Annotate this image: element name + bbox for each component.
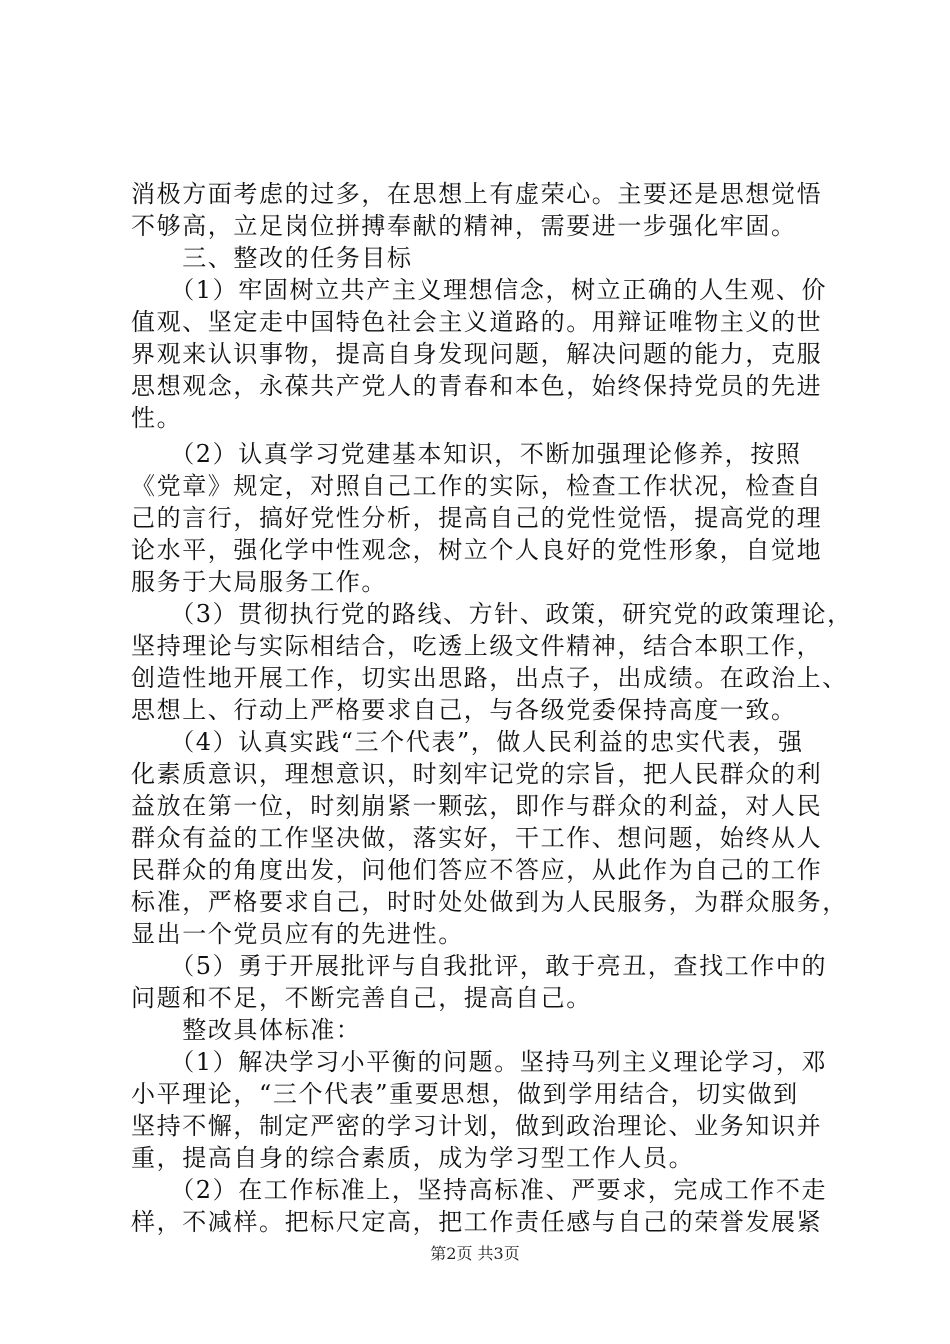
text-line: 坚持不懈，制定严密的学习计划，做到政治理论、业务知识并 <box>131 1112 823 1140</box>
page-number: 第2页 共3页 <box>430 1244 520 1263</box>
text-line: 重，提高自身的综合素质，成为学习型工作人员。 <box>131 1144 695 1172</box>
text-line: （1）牢固树立共产主义理想信念，树立正确的人生观、价 <box>131 276 828 304</box>
text-line: 化素质意识，理想意识，时刻牢记党的宗旨，把人民群众的利 <box>131 760 823 788</box>
text-line: 标准，严格要求自己，时时处处做到为人民服务，为群众服务， <box>131 888 848 916</box>
text-line: 服务于大局服务工作。 <box>131 568 387 596</box>
text-line: （3）贯彻执行党的路线、方针、政策，研究党的政策理论， <box>131 600 853 628</box>
text-line: 样，不减样。把标尺定高，把工作责任感与自己的荣誉发展紧 <box>131 1208 823 1236</box>
text-line: 《党章》规定，对照自己工作的实际，检查工作状况，检查自 <box>131 472 823 500</box>
subsection-heading: 整改具体标准： <box>131 1016 362 1044</box>
text-line: 坚持理论与实际相结合，吃透上级文件精神，结合本职工作， <box>131 632 823 660</box>
text-line: 显出一个党员应有的先进性。 <box>131 920 464 948</box>
text-line: 值观、坚定走中国特色社会主义道路的。用辩证唯物主义的世 <box>131 308 823 336</box>
text-line: 论水平，强化学中性观念，树立个人良好的党性形象，自觉地 <box>131 536 823 564</box>
text-line: 问题和不足，不断完善自己，提高自己。 <box>131 984 592 1012</box>
text-line: （2）在工作标准上，坚持高标准、严要求，完成工作不走 <box>131 1176 828 1204</box>
text-line: 群众有益的工作坚决做，落实好，干工作、想问题，始终从人 <box>131 824 823 852</box>
text-line: （5）勇于开展批评与自我批评，敢于亮丑，查找工作中的 <box>131 952 828 980</box>
text-line: 性。 <box>131 404 183 432</box>
text-line: 思想上、行动上严格要求自己，与各级党委保持高度一致。 <box>131 696 797 724</box>
document-body <box>131 178 853 1238</box>
text-line: 民群众的角度出发，问他们答应不答应，从此作为自己的工作 <box>131 856 823 884</box>
text-line: 创造性地开展工作，切实出思路，出点子，出成绩。在政治上、 <box>131 664 848 692</box>
text-line: 不够高，立足岗位拼搏奉献的精神，需要进一步强化牢固。 <box>131 212 797 240</box>
text-line: 己的言行，搞好党性分析，提高自己的党性觉悟，提高党的理 <box>131 504 823 532</box>
text-line: 界观来认识事物，提高自身发现问题，解决问题的能力，克服 <box>131 340 823 368</box>
page-footer <box>0 1244 950 1264</box>
text-line: 消极方面考虑的过多，在思想上有虚荣心。主要还是思想觉悟 <box>131 180 823 208</box>
text-line: 益放在第一位，时刻崩紧一颗弦，即作与群众的利益，对人民 <box>131 792 823 820</box>
section-heading: 三、整改的任务目标 <box>131 244 413 272</box>
text-line: 小平理论，“三个代表”重要思想，做到学用结合，切实做到 <box>131 1080 799 1108</box>
text-line: （2）认真学习党建基本知识，不断加强理论修养，按照 <box>131 440 802 468</box>
text-line: （1）解决学习小平衡的问题。坚持马列主义理论学习，邓 <box>131 1048 828 1076</box>
text-line: 思想观念，永葆共产党人的青春和本色，始终保持党员的先进 <box>131 372 823 400</box>
text-line: （4）认真实践“三个代表”，做人民利益的忠实代表，强 <box>131 728 804 756</box>
